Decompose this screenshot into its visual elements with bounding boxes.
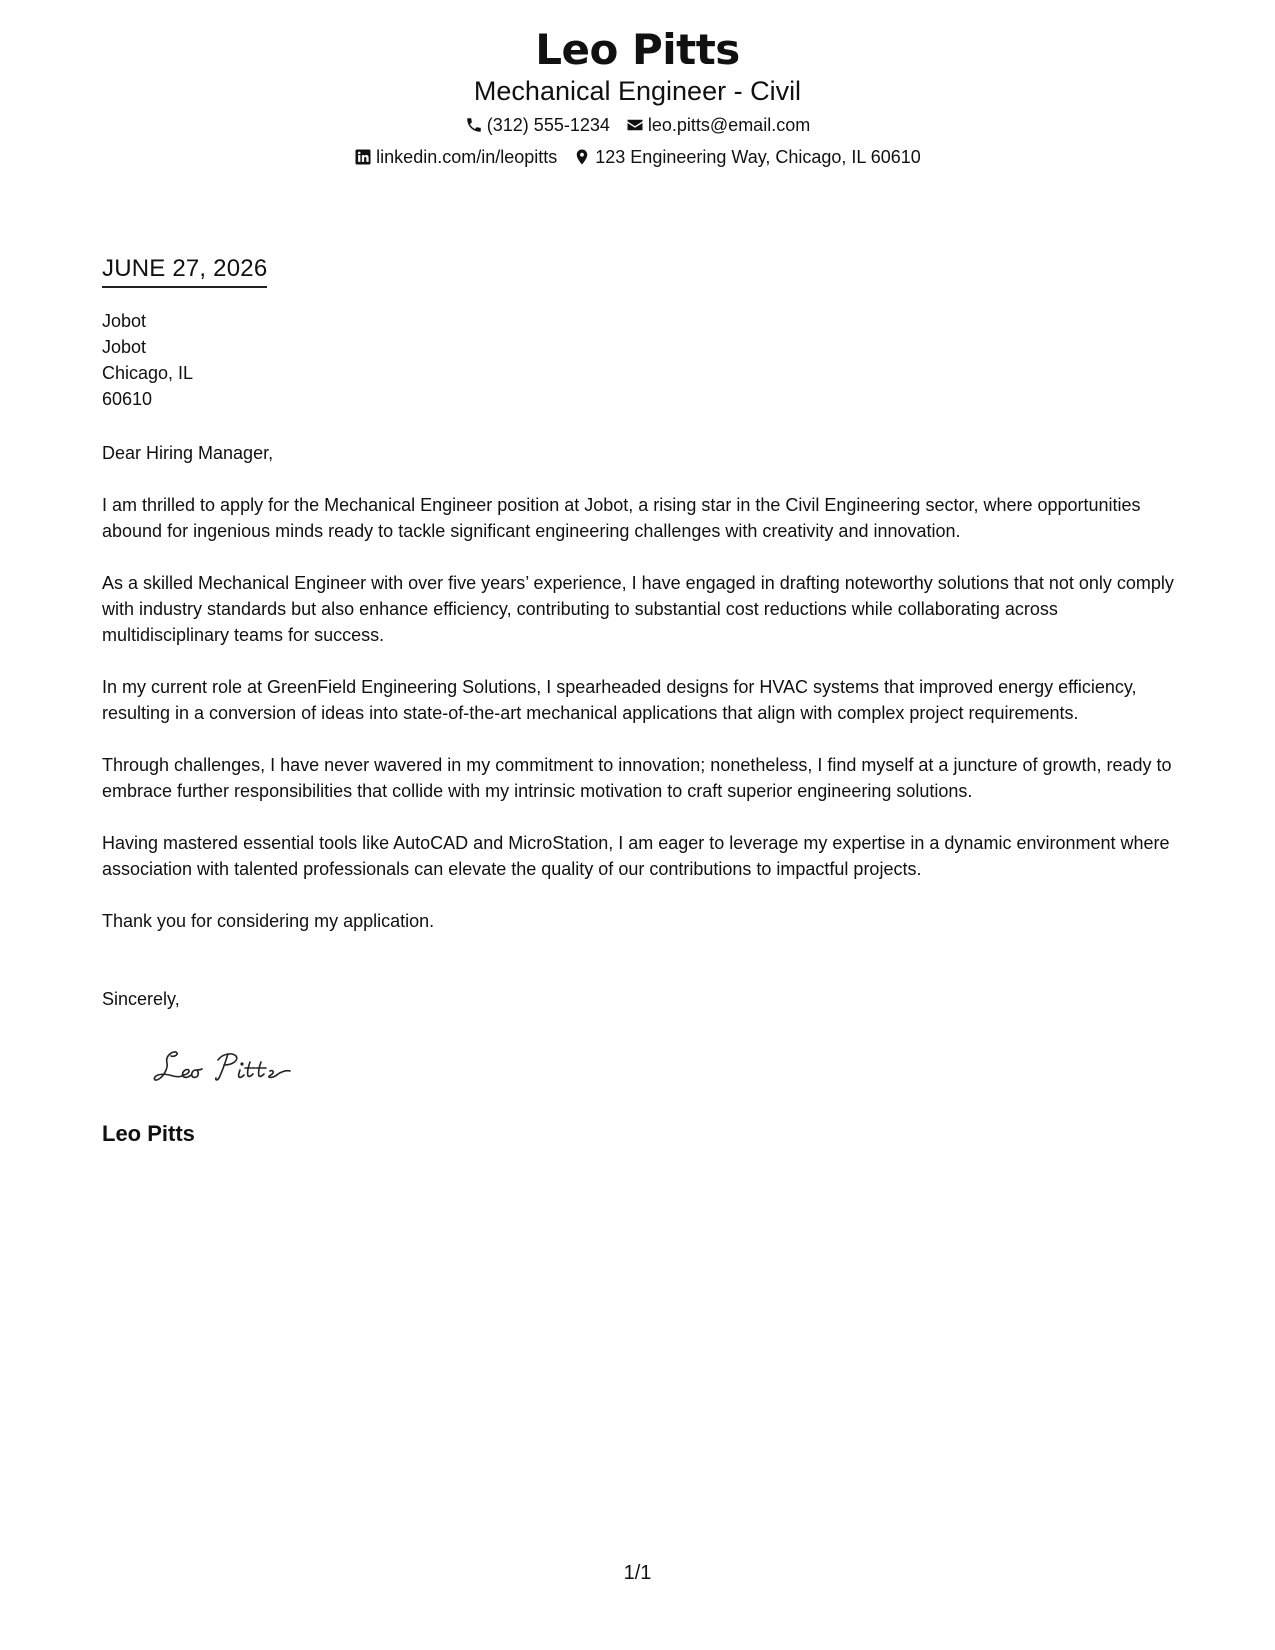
email-address: leo.pitts@email.com: [647, 115, 811, 135]
letter-date: JUNE 27, 2026: [102, 254, 267, 288]
body-paragraph: Thank you for considering my application.: [102, 911, 435, 931]
contact-row-secondary: [0, 144, 1275, 170]
linkedin-icon: [354, 148, 372, 166]
applicant-name: Leo Pitts: [535, 25, 740, 74]
handwritten-signature: [152, 1042, 322, 1092]
body-paragraph: I am thrilled to apply for the Mechanical Engineer position at Jobot, a rising star in the Civil Engineering sector, where opportunities abound for ingenious minds ready to tackle significant engineering challenges with creativity and innovation.: [102, 495, 1141, 541]
recipient-line: 60610: [102, 389, 153, 409]
contact-email: [626, 112, 810, 138]
salutation: Dear Hiring Manager,: [102, 443, 274, 463]
letter-header: [0, 24, 1275, 170]
recipient-block: [102, 308, 1182, 412]
recipient-line: Jobot: [102, 337, 147, 357]
body-paragraph: In my current role at GreenField Engineering Solutions, I spearheaded designs for HVAC systems that improved energy efficiency, resulting in a conversion of ideas into state-of-the-art mechanical applications that align with complex project requirements.: [102, 677, 1137, 723]
contact-address: [573, 144, 921, 170]
letter-body: [102, 254, 1182, 1148]
recipient-line: Chicago, IL: [102, 363, 194, 383]
phone-icon: [465, 116, 483, 134]
envelope-icon: [626, 116, 644, 134]
body-paragraph: Through challenges, I have never wavered in my commitment to innovation; nonetheless, I find myself at a juncture of growth, ready to embrace further responsibilities that collide with my intrinsic motivation to craft superior engineering solutions.: [102, 755, 1172, 801]
body-paragraph: As a skilled Mechanical Engineer with over five years’ experience, I have engaged in drafting noteworthy solutions that not only comply with industry standards but also enhance efficiency, contributing to substantial cost reductions while collaborating across multidisciplinary teams for success.: [102, 573, 1174, 645]
closing: Sincerely,: [102, 989, 180, 1009]
signer-name: Leo Pitts: [102, 1121, 195, 1146]
body-paragraph: Having mastered essential tools like AutoCAD and MicroStation, I am eager to leverage my expertise in a dynamic environment where association with talented professionals can elevate the quality of our contributions to impactful projects.: [102, 833, 1170, 879]
map-marker-icon: [573, 148, 591, 166]
linkedin-url: linkedin.com/in/leopitts: [376, 147, 558, 167]
contact-phone: [465, 112, 610, 138]
applicant-job-title: Mechanical Engineer - Civil: [473, 76, 802, 106]
contact-row-primary: [0, 112, 1275, 138]
mailing-address: 123 Engineering Way, Chicago, IL 60610: [595, 147, 921, 167]
recipient-line: Jobot: [102, 311, 147, 331]
contact-linkedin: [354, 144, 557, 170]
page-number: 1/1: [623, 1562, 652, 1584]
phone-number: (312) 555-1234: [486, 115, 610, 135]
